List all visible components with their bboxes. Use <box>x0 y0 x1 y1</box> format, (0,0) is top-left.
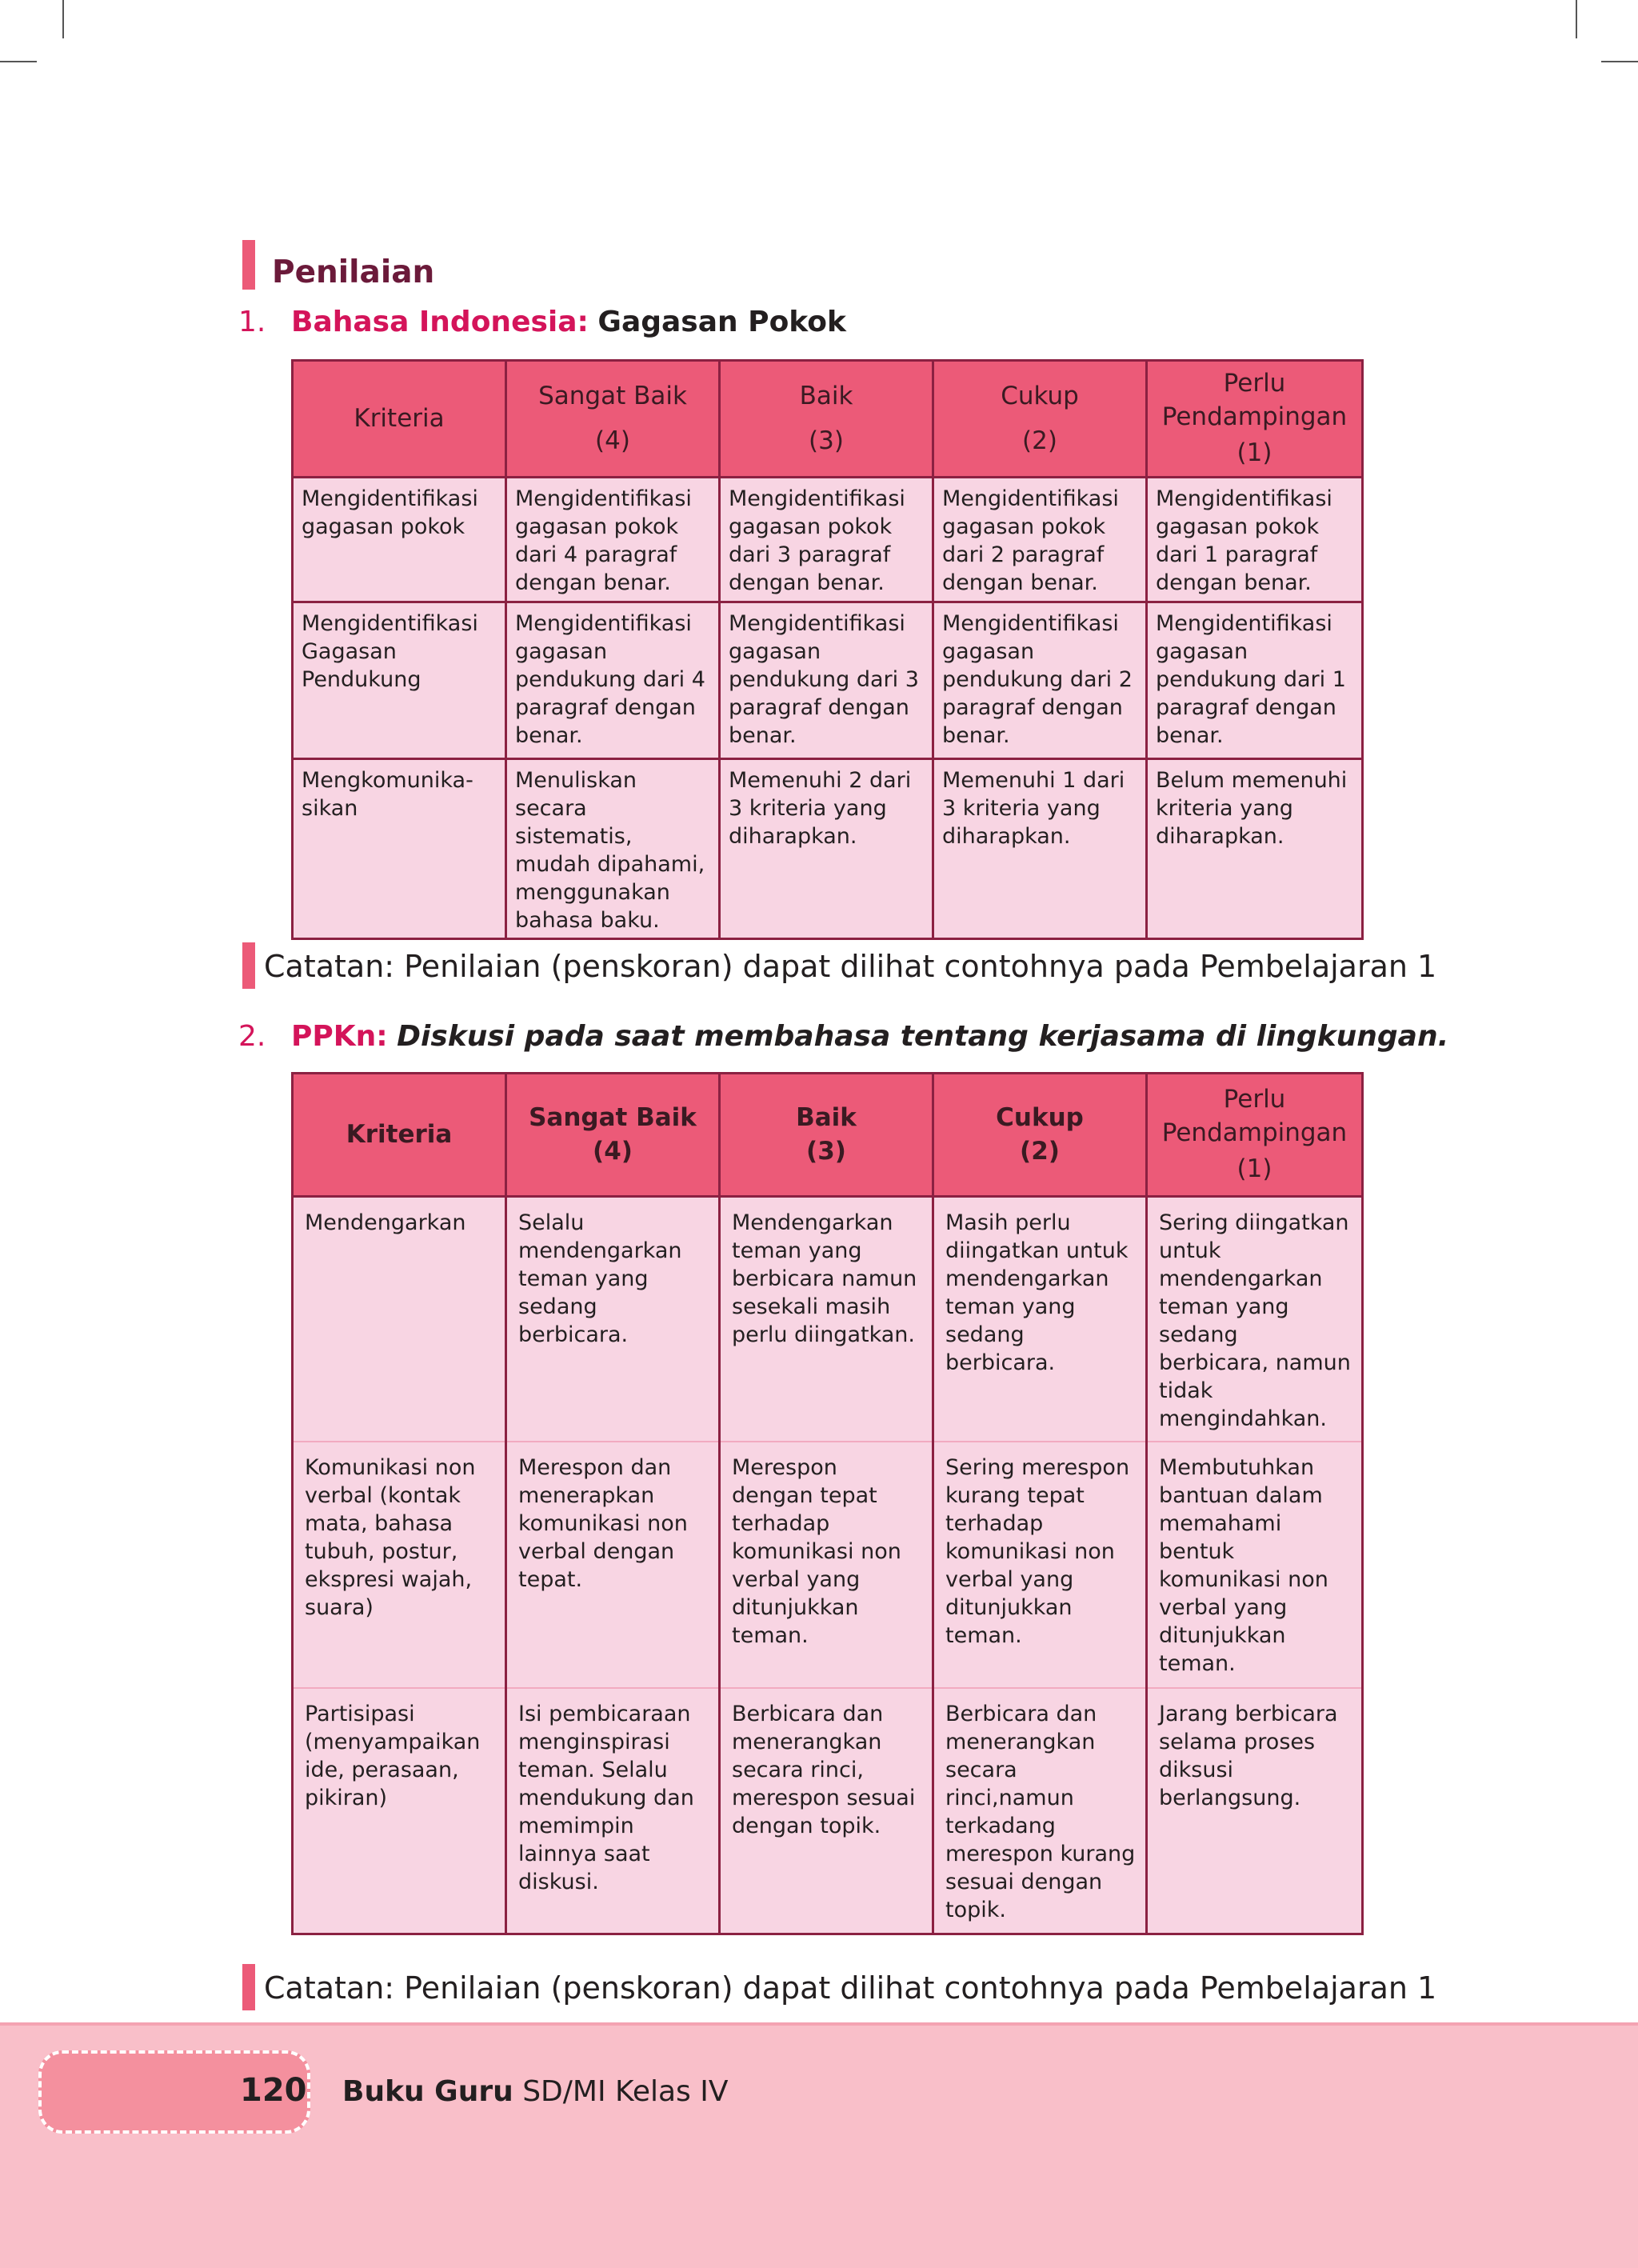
item-2-topic: Diskusi pada saat membahasa tentang kerjasama di lingkungan. <box>397 1020 1449 1053</box>
note-2: Catatan: Penilaian (penskoran) dapat dilihat contohnya pada Pembelajaran 1 <box>264 1970 1437 2006</box>
crop-mark <box>1576 0 1577 38</box>
table-row <box>293 1688 1363 1934</box>
heading-accent-bar <box>242 240 255 290</box>
table-cell: Mengidentifikasi gagasan pendukung dari 1 paragraf dengan benar. <box>1147 602 1363 759</box>
table-cell: Sering diingatkan untuk mendengarkan teman yang sedang berbicara, namun tidak mengindahkan. <box>1147 1197 1363 1442</box>
table-cell: Merespon dan menerapkan komunikasi non verbal dengan tepat. <box>506 1442 720 1688</box>
table-cell: Memenuhi 1 dari 3 kriteria yang diharapkan. <box>933 759 1147 939</box>
table-cell: Mengkomunika-sikan <box>293 759 506 939</box>
table-cell: Belum memenuhi kriteria yang diharapkan. <box>1147 759 1363 939</box>
table-row <box>293 478 1363 602</box>
table-cell: Membutuhkan bantuan dalam memahami bentuk komunikasi non verbal yang ditunjukkan teman. <box>1147 1442 1363 1688</box>
rubric-table-bahasa-indonesia <box>291 359 1364 940</box>
header-sangat-baik: Sangat Baik (4) <box>506 361 720 478</box>
table-cell: Mengidentifikasi gagasan pendukung dari 2 paragraf dengan benar. <box>933 602 1147 759</box>
header-perlu-pendampingan: Perlu Pendampingan (1) <box>1147 361 1363 478</box>
table-cell: Isi pembicaraan menginspirasi teman. Selalu mendukung dan memimpin lainnya saat diskusi. <box>506 1688 720 1934</box>
note-accent-bar <box>242 1964 255 2010</box>
book-title <box>342 2075 728 2108</box>
crop-mark <box>1601 61 1638 62</box>
crop-mark <box>0 61 37 62</box>
table-row <box>293 1197 1363 1442</box>
footer-stripe <box>0 2022 1638 2026</box>
crop-mark <box>62 0 64 38</box>
rubric-table-ppkn <box>291 1072 1364 1935</box>
item-2-title <box>238 1020 1448 1053</box>
table-cell: Mengidentifikasi gagasan pokok <box>293 478 506 602</box>
note-accent-bar <box>242 942 255 989</box>
table-cell: Sering merespon kurang tepat terhadap komunikasi non verbal yang ditunjukkan teman. <box>933 1442 1147 1688</box>
table-cell: Berbicara dan menerangkan secara rinci,namun terkadang merespon kurang sesuai dengan topik. <box>933 1688 1147 1934</box>
table-row <box>293 1442 1363 1688</box>
table-cell: Mengidentifikasi Gagasan Pendukung <box>293 602 506 759</box>
table-cell: Selalu mendengarkan teman yang sedang berbicara. <box>506 1197 720 1442</box>
item-2-subject: PPKn: <box>291 1020 388 1053</box>
page-number: 120 <box>240 2072 307 2109</box>
table-cell: Mendengarkan <box>293 1197 506 1442</box>
header-kriteria: Kriteria <box>293 361 506 478</box>
table-cell: Mengidentifikasi gagasan pokok dari 3 paragraf dengan benar. <box>720 478 933 602</box>
item-1-title <box>238 306 846 338</box>
item-1-subject: Bahasa Indonesia: <box>291 306 589 338</box>
table-cell: Berbicara dan menerangkan secara rinci, merespon sesuai dengan topik. <box>720 1688 933 1934</box>
table-cell: Mengidentifikasi gagasan pendukung dari 3 paragraf dengan benar. <box>720 602 933 759</box>
table-cell: Mendengarkan teman yang berbicara namun sesekali masih perlu diingatkan. <box>720 1197 933 1442</box>
table-cell: Komunikasi non verbal (kontak mata, bahasa tubuh, postur, ekspresi wajah, suara) <box>293 1442 506 1688</box>
table-cell: Memenuhi 2 dari 3 kriteria yang diharapkan. <box>720 759 933 939</box>
table-cell: Mengidentifikasi gagasan pendukung dari 4 paragraf dengan benar. <box>506 602 720 759</box>
book-title-rest: SD/MI Kelas IV <box>522 2075 729 2108</box>
header-cukup: Cukup (2) <box>933 1074 1147 1197</box>
table-cell: Mengidentifikasi gagasan pokok dari 1 paragraf dengan benar. <box>1147 478 1363 602</box>
table-cell: Merespon dengan tepat terhadap komunikasi non verbal yang ditunjukkan teman. <box>720 1442 933 1688</box>
header-cukup: Cukup (2) <box>933 361 1147 478</box>
table-cell: Partisipasi (menyampaikan ide, perasaan, pikiran) <box>293 1688 506 1934</box>
book-title-bold: Buku Guru <box>342 2075 513 2108</box>
item-1-number: 1. <box>238 306 266 338</box>
table-row <box>293 759 1363 939</box>
table-cell: Masih perlu diingatkan untuk mendengarkan teman yang sedang berbicara. <box>933 1197 1147 1442</box>
table-header-row <box>293 1074 1363 1197</box>
item-1-topic: Gagasan Pokok <box>597 306 846 338</box>
table-cell: Menuliskan secara sistematis, mudah dipahami, menggunakan bahasa baku. <box>506 759 720 939</box>
table-cell: Jarang berbicara selama proses diksusi berlangsung. <box>1147 1688 1363 1934</box>
table-row <box>293 602 1363 759</box>
item-2-number: 2. <box>238 1020 266 1053</box>
table-header-row <box>293 361 1363 478</box>
header-sangat-baik: Sangat Baik (4) <box>506 1074 720 1197</box>
header-perlu-pendampingan: Perlu Pendampingan (1) <box>1147 1074 1363 1197</box>
header-kriteria: Kriteria <box>293 1074 506 1197</box>
section-heading: Penilaian <box>272 254 435 290</box>
header-baik: Baik (3) <box>720 361 933 478</box>
table-cell: Mengidentifikasi gagasan pokok dari 2 paragraf dengan benar. <box>933 478 1147 602</box>
note-1: Catatan: Penilaian (penskoran) dapat dilihat contohnya pada Pembelajaran 1 <box>264 949 1437 984</box>
header-baik: Baik (3) <box>720 1074 933 1197</box>
table-cell: Mengidentifikasi gagasan pokok dari 4 paragraf dengan benar. <box>506 478 720 602</box>
